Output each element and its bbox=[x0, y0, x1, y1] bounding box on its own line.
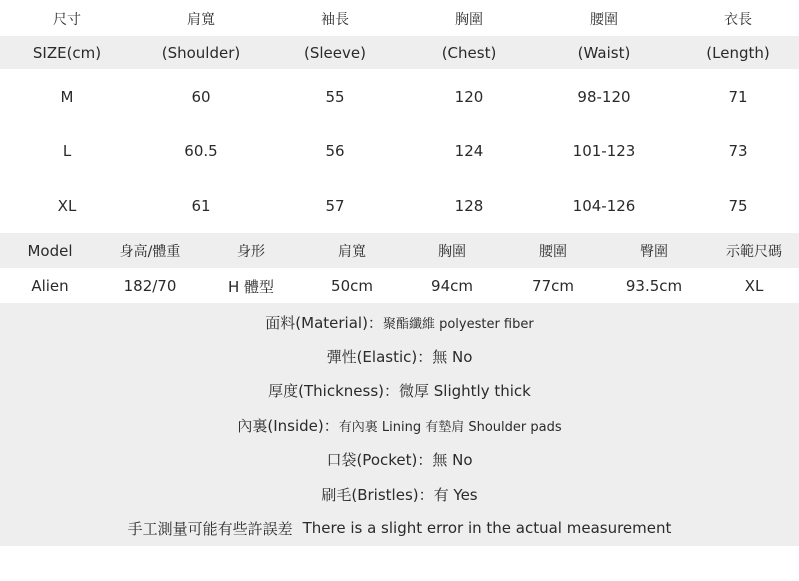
header-shoulder: 肩寬 bbox=[338, 244, 366, 260]
header-waist-zh: 腰圍 bbox=[590, 12, 618, 28]
detail-measurement-note bbox=[0, 511, 799, 545]
table-cell: 104-126 bbox=[572, 197, 636, 215]
detail-elastic bbox=[0, 339, 799, 373]
header-length-zh: 衣長 bbox=[724, 12, 752, 28]
table-cell: H 體型 bbox=[227, 277, 275, 296]
table-cell: Alien bbox=[31, 277, 69, 295]
detail-value: 聚酯纖維 polyester fiber bbox=[382, 316, 534, 332]
header-size-zh: 尺寸 bbox=[53, 12, 81, 28]
size-table-header-en bbox=[0, 36, 799, 70]
table-cell: 57 bbox=[325, 197, 345, 215]
table-cell: 101-123 bbox=[572, 142, 636, 160]
header-chest-en: (Chest) bbox=[441, 44, 497, 62]
detail-label: 厚度(Thickness)： bbox=[268, 381, 399, 400]
header-sleeve-zh: 袖長 bbox=[321, 12, 349, 28]
header-chest: 胸圍 bbox=[438, 244, 466, 260]
detail-thickness bbox=[0, 373, 799, 407]
table-cell: 55 bbox=[325, 88, 345, 106]
header-shoulder-zh: 肩寬 bbox=[187, 12, 215, 28]
header-sleeve-en: (Sleeve) bbox=[304, 44, 366, 62]
table-cell: 124 bbox=[454, 142, 484, 160]
detail-pocket bbox=[0, 442, 799, 476]
table-cell: 98-120 bbox=[577, 88, 631, 106]
table-cell: 61 bbox=[191, 197, 211, 215]
detail-value: 有 Yes bbox=[433, 485, 478, 504]
header-model: Model bbox=[27, 242, 73, 260]
header-length-en: (Length) bbox=[706, 44, 770, 62]
detail-bristles bbox=[0, 477, 799, 511]
detail-label: 刷毛(Bristles)： bbox=[321, 485, 434, 504]
header-shoulder-en: (Shoulder) bbox=[161, 44, 241, 62]
table-cell: 182/70 bbox=[123, 277, 177, 295]
detail-label: 彈性(Elastic)： bbox=[326, 347, 433, 366]
header-size-en: SIZE(cm) bbox=[32, 44, 102, 62]
table-cell: 93.5cm bbox=[625, 277, 683, 295]
detail-label: 內裏(Inside)： bbox=[237, 416, 339, 435]
table-cell: 77cm bbox=[532, 277, 574, 295]
header-model-size: 示範尺碼 bbox=[726, 244, 782, 260]
table-cell: 128 bbox=[454, 197, 484, 215]
table-cell: XL bbox=[744, 277, 764, 295]
model-table-header bbox=[0, 234, 799, 268]
size-table-header-zh bbox=[0, 2, 799, 36]
size-row-m bbox=[0, 80, 799, 114]
header-waist: 腰圍 bbox=[539, 244, 567, 260]
detail-label: 面料(Material)： bbox=[265, 313, 383, 332]
table-cell: 60 bbox=[191, 88, 211, 106]
table-cell: L bbox=[62, 142, 72, 160]
detail-value: 微厚 Slightly thick bbox=[399, 381, 531, 400]
detail-material bbox=[0, 305, 799, 339]
header-chest-zh: 胸圍 bbox=[455, 12, 483, 28]
detail-label: 手工測量可能有些許誤差 bbox=[127, 519, 293, 538]
header-height-weight: 身高/體重 bbox=[119, 244, 181, 260]
table-cell: 94cm bbox=[431, 277, 473, 295]
table-cell: XL bbox=[57, 197, 77, 215]
table-cell: 60.5 bbox=[184, 142, 218, 160]
header-body-type: 身形 bbox=[237, 244, 265, 260]
detail-label: 口袋(Pocket)： bbox=[326, 450, 433, 469]
size-row-xl bbox=[0, 189, 799, 223]
table-cell: 50cm bbox=[331, 277, 373, 295]
table-cell: 56 bbox=[325, 142, 345, 160]
detail-value: 無 No bbox=[432, 347, 473, 366]
detail-value: There is a slight error in the actual measurement bbox=[302, 519, 672, 537]
table-cell: M bbox=[60, 88, 74, 106]
detail-value: 有內裏 Lining 有墊肩 Shoulder pads bbox=[338, 419, 562, 435]
table-cell: 75 bbox=[728, 197, 748, 215]
table-cell: 71 bbox=[728, 88, 748, 106]
table-cell: 73 bbox=[728, 142, 748, 160]
detail-value: 無 No bbox=[432, 450, 473, 469]
size-row-l bbox=[0, 134, 799, 168]
model-row bbox=[0, 269, 799, 303]
table-cell: 120 bbox=[454, 88, 484, 106]
header-hip: 臀圍 bbox=[640, 244, 668, 260]
header-waist-en: (Waist) bbox=[577, 44, 631, 62]
detail-inside bbox=[0, 408, 799, 442]
